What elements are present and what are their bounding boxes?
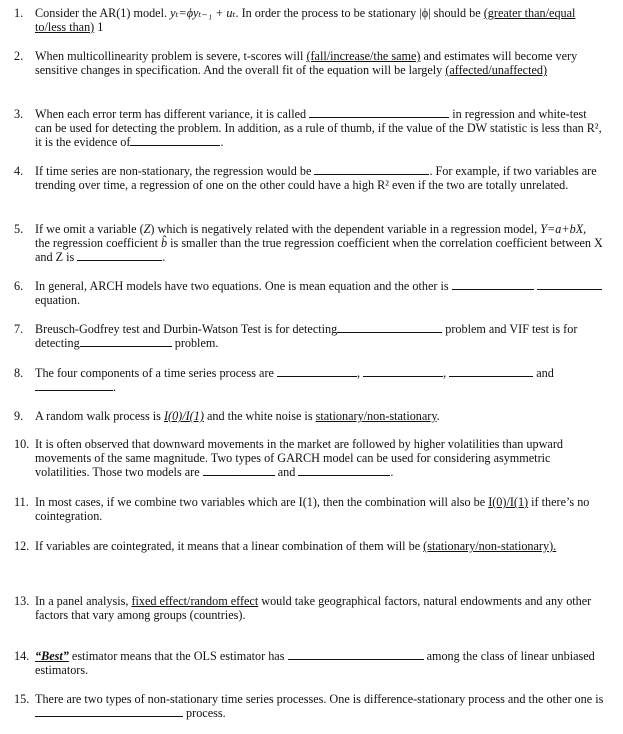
question-text: “Best” estimator means that the OLS estimator has among the class of linear unbiased estimators. <box>35 649 595 677</box>
answer-blank[interactable] <box>298 465 390 476</box>
question-15 <box>14 692 604 720</box>
question-12 <box>14 539 604 553</box>
question-number: 2. <box>14 49 24 63</box>
question-number: 4. <box>14 164 24 178</box>
question-text: There are two types of non-stationary time series processes. One is difference-stationary process and the other one is process. <box>35 692 604 720</box>
question-13 <box>14 594 604 622</box>
question-text: If variables are cointegrated, it means that a linear combination of them will be (stationary/non-stationary). <box>35 539 557 553</box>
question-number: 8. <box>14 366 24 380</box>
answer-blank[interactable] <box>80 336 172 347</box>
question-number: 9. <box>14 409 24 423</box>
answer-blank[interactable] <box>35 706 183 717</box>
question-text: A random walk process is I(0)/I(1) and the white noise is stationary/non-stationary. <box>35 409 440 423</box>
answer-blank[interactable] <box>35 380 113 391</box>
question-5 <box>14 222 604 264</box>
answer-blank[interactable] <box>537 279 602 290</box>
question-7 <box>14 322 604 350</box>
answer-choice[interactable]: (stationary/non-stationary). <box>423 539 557 553</box>
question-number: 11. <box>14 495 29 509</box>
question-number: 5. <box>14 222 24 236</box>
answer-choice[interactable]: stationary/non-stationary <box>315 409 437 423</box>
answer-blank[interactable] <box>288 649 424 660</box>
question-number: 10. <box>14 437 30 451</box>
question-3 <box>14 107 604 149</box>
answer-blank[interactable] <box>309 107 449 118</box>
question-2 <box>14 49 604 77</box>
question-9 <box>14 409 604 423</box>
question-text: When each error term has different variance, it is called in regression and white-test can be used for detecting the problem. In addition, as a rule of thumb, if the value of the DW statistic is less than R², it is the evidence of . <box>35 107 602 149</box>
question-number: 13. <box>14 594 30 608</box>
regression-model: Y=a+bX <box>540 222 584 236</box>
question-number: 1. <box>14 6 24 20</box>
answer-blank[interactable] <box>314 164 429 175</box>
question-number: 14. <box>14 649 30 663</box>
question-number: 6. <box>14 279 24 293</box>
question-number: 15. <box>14 692 30 706</box>
question-1 <box>14 6 604 34</box>
answer-choice[interactable]: (greater than/equal to/less than) <box>35 6 576 34</box>
question-6 <box>14 279 604 307</box>
answer-choice[interactable]: fixed effect/random effect <box>131 594 259 608</box>
answer-blank[interactable] <box>277 366 357 377</box>
question-text: If time series are non-stationary, the regression would be . For example, if two variables are trending over time, a regression of one on the other could have a high R² even if the two are totally unrelated. <box>35 164 597 192</box>
question-number: 12. <box>14 539 30 553</box>
question-8 <box>14 366 604 394</box>
question-14 <box>14 649 604 677</box>
answer-choice[interactable]: I(0)/I(1) <box>163 409 204 423</box>
question-text: It is often observed that downward movements in the market are followed by higher volatilities than upward movements of the same magnitude. Two types of GARCH model can be used for considering asymmetric volatilities. Those two models are and . <box>35 437 563 479</box>
question-text: In a panel analysis, fixed effect/random effect would take geographical factors, natural endowments and any other factors that vary among groups (countries). <box>35 594 592 622</box>
question-text: When multicollinearity problem is severe, t-scores will (fall/increase/the same) and estimates will become very sensitive changes in specification. And the overall fit of the equation will be largely (affected/unaffected) <box>35 49 578 77</box>
question-4 <box>14 164 604 192</box>
question-text: In most cases, if we combine two variables which are I(1), then the combination will also be I(0)/I(1) if there’s no cointegration. <box>35 495 590 523</box>
question-text: The four components of a time series process are , , and . <box>35 366 554 394</box>
question-text: Breusch-Godfrey test and Durbin-Watson Test is for detecting problem and VIF test is for detecting problem. <box>35 322 578 350</box>
question-text: In general, ARCH models have two equations. One is mean equation and the other is equation. <box>35 279 604 307</box>
question-number: 7. <box>14 322 24 336</box>
answer-blank[interactable] <box>452 279 534 290</box>
answer-blank[interactable] <box>449 366 533 377</box>
answer-blank[interactable] <box>337 322 442 333</box>
question-11 <box>14 495 604 523</box>
answer-blank[interactable] <box>130 135 220 146</box>
question-text: Consider the AR(1) model. yₜ=ϕyₜ₋₁ + uₜ. In order the process to be stationary |ϕ| should be (greater than/equal to/less than) 1 <box>35 6 576 34</box>
question-text: If we omit a variable (Z) which is negatively related with the dependent variable in a regression model, Y=a+bX, the regression coefficient b̂ is smaller than the true regression coefficient when the correlation coefficient between X and Z is . <box>35 222 603 264</box>
answer-blank[interactable] <box>363 366 443 377</box>
question-number: 3. <box>14 107 24 121</box>
answer-choice[interactable]: I(0)/I(1) <box>488 495 529 509</box>
question-10 <box>14 437 604 479</box>
ar1-formula: yₜ=ϕyₜ₋₁ + uₜ <box>170 6 236 20</box>
answer-blank[interactable] <box>77 250 162 261</box>
answer-choice[interactable]: (affected/unaffected) <box>445 63 548 77</box>
best-keyword: “Best” <box>35 649 69 663</box>
answer-blank[interactable] <box>203 465 275 476</box>
answer-choice[interactable]: (fall/increase/the same) <box>306 49 421 63</box>
